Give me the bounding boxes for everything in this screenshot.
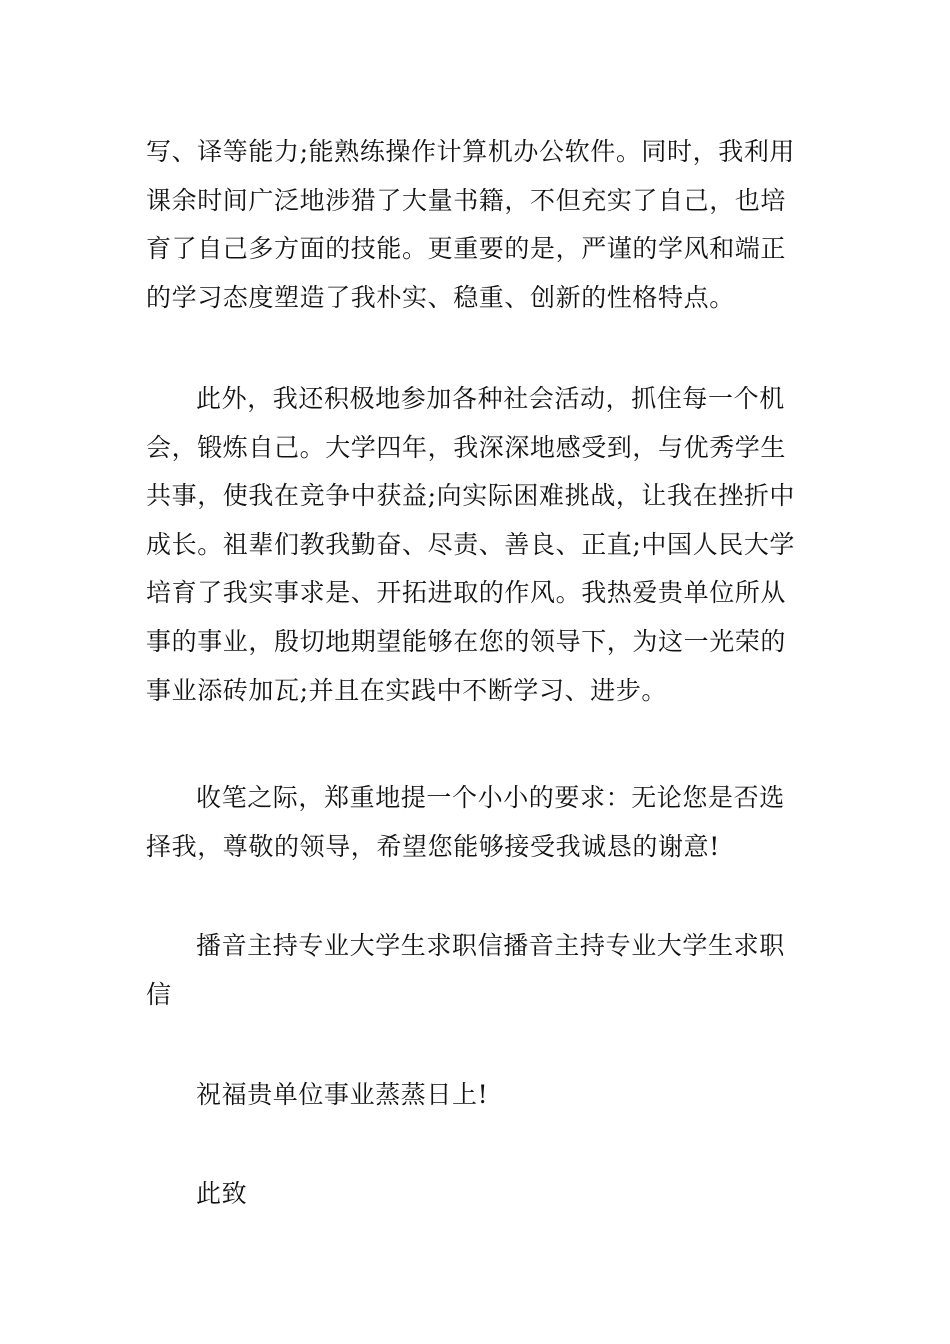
paragraph-line: 播音主持专业大学生求职信播音主持专业大学生求职 [196, 931, 785, 960]
paragraph-line: 事业添砖加瓦;并且在实践中不断学习、进步。 [146, 675, 668, 705]
paragraph-line: 会，锻炼自己。大学四年，我深深地感受到，与优秀学生 [146, 432, 787, 462]
paragraph-line: 培育了我实事求是、开拓进取的作风。我热爱贵单位所从 [146, 578, 787, 608]
paragraph-line: 祝福贵单位事业蒸蒸日上! [196, 1080, 489, 1109]
paragraph-line: 育了自己多方面的技能。更重要的是，严谨的学风和端正 [146, 234, 787, 264]
paragraph-line: 择我，尊敬的领导，希望您能够接受我诚恳的谢意! [146, 831, 720, 861]
paragraph-line: 信 [146, 979, 172, 1009]
paragraph-line: 成长。祖辈们教我勤奋、尽责、善良、正直;中国人民大学 [146, 529, 796, 559]
paragraph-line: 事的事业，殷切地期望能够在您的领导下，为这一光荣的 [146, 626, 787, 656]
paragraph-salutation [146, 1170, 806, 1219]
paragraph-line: 共事，使我在竞争中获益;向实际困难挑战，让我在挫折中 [146, 481, 796, 511]
paragraph-line: 此致 [196, 1179, 248, 1208]
paragraph-line: 课余时间广泛地涉猎了大量书籍，不但充实了自己，也培 [146, 185, 787, 215]
paragraph-closing-request [146, 774, 806, 871]
paragraph-activities [146, 375, 806, 715]
paragraph-skills [146, 128, 806, 322]
paragraph-line: 写、译等能力;能熟练操作计算机办公软件。同时，我利用 [146, 137, 796, 166]
paragraph-line: 收笔之际，郑重地提一个小小的要求：无论您是否选 [196, 783, 785, 812]
paragraph-title-repeat [146, 922, 806, 1019]
paragraph-blessing [146, 1071, 806, 1120]
paragraph-line: 此外，我还积极地参加各种社会活动，抓住每一个机 [196, 384, 785, 413]
paragraph-line: 的学习态度塑造了我朴实、稳重、创新的性格特点。 [146, 282, 735, 312]
